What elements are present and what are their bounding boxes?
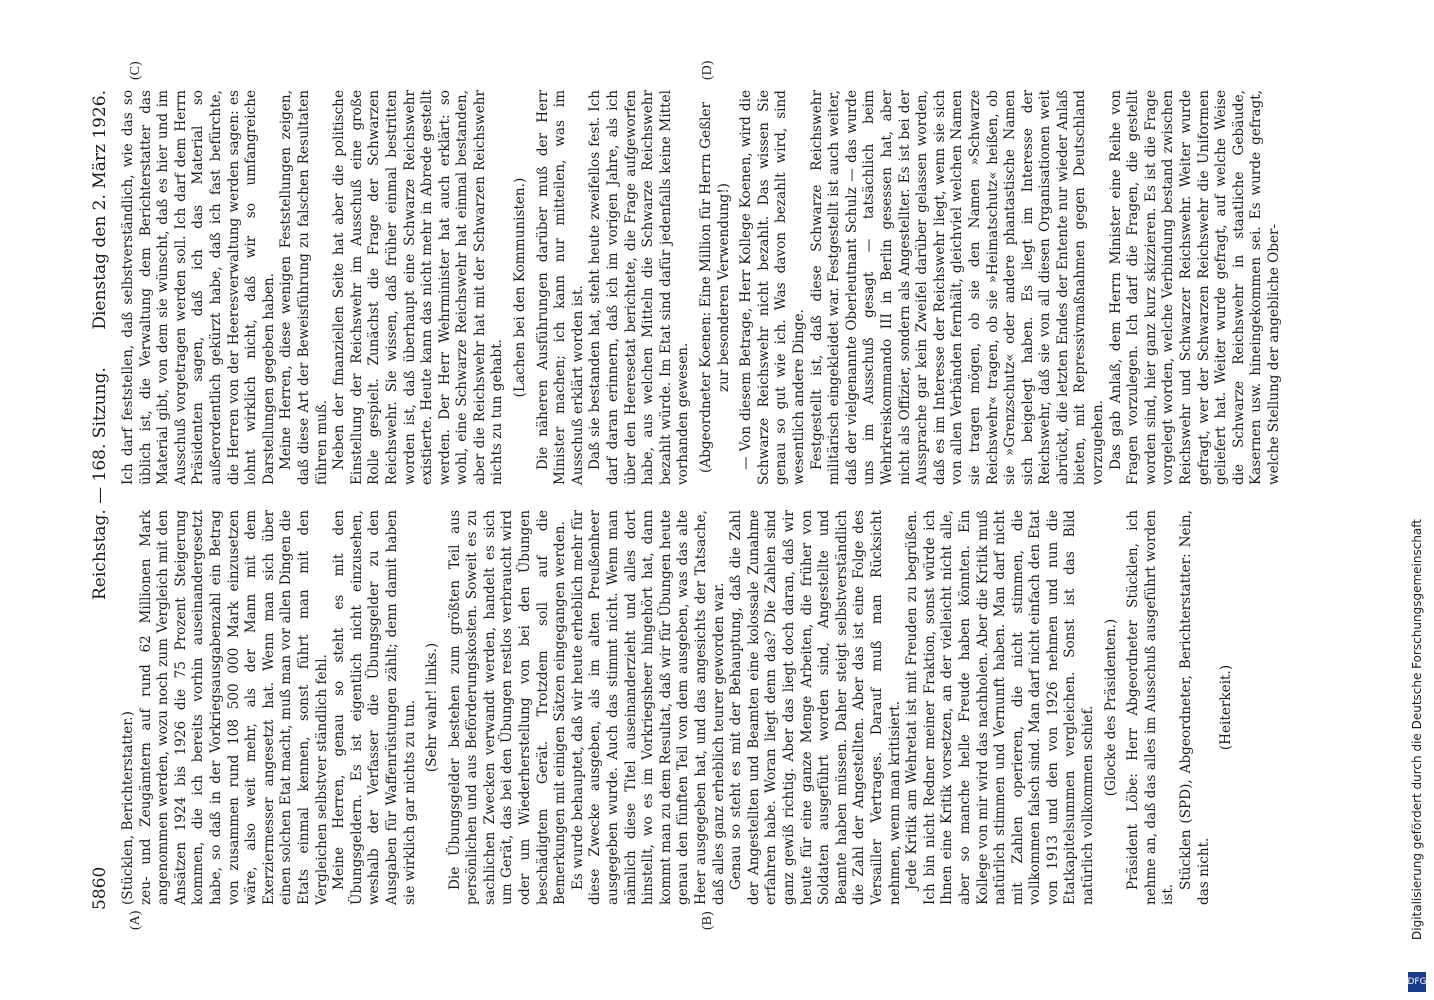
margin-letter-d: (D) <box>700 60 715 80</box>
right-column-paragraph: Das gab Anlaß, dem Herrn Minister eine Reihe von Fragen vorzulegen. Ich darf die Fragen, die gestellt worden sind, hier ganz kurz skizzieren. Es ist die Frage vorgelegt worden, welche Verbindung bestand zwischen Reichswehr und Schwarzer Reichswehr. Weiter wurde gefragt, wer der Schwarzen Reichswehr die Uniformen geliefert hat. Weiter wurde gefragt, auf welche Weise die Schwarze Reichswehr in staatliche Gebäude, Kasernen usw. hineingekommen sei. Es wurde gefragt, welche Stellung der angebliche Ober- <box>1107 90 1282 485</box>
right-column-paragraph: Festgestellt ist, daß diese Schwarze Reichswehr militärisch eingekleidet war. Festgestellt ist auch weiter, daß der vielgenannte Oberleutnant Schulz — das wurde uns im Ausschuß gesagt — tatsächlich beim Wehrkreiskommando III in Berlin gesessen hat, aber nicht als Offizier, sondern als Angestellter. Es ist bei der Aussprache gar kein Zweifel darüber gelassen worden, daß es im Interesse der Reichswehr liegt, wenn sie sich von allen Verbänden fernhält, gleichviel welchen Namen sie tragen mögen, ob sie den Namen »Schwarze Reichswehr« tragen, ob sie »Heimatschutz« heißen, ob sie »Grenzschutz« oder andere phantastische Namen sich beigelegt haben. Es liegt im Interesse der Reichswehr, daß sie von all diesen Organisationen weit abrückt, die letzten Endes der Entente nur wieder Anlaß bieten, mit Repressivmaßnahmen gegen Deutschland vorzugehen. <box>808 90 1107 485</box>
left-column-paragraph: (Sehr wahr! links.) <box>424 642 441 773</box>
left-column-paragraph: zeu- und Zeugämtern auf rund 62 Millionen Mark angenommen werden, wozu noch zum Vergleich mit den Ansätzen 1924 bis 1926 die 75 Prozent Steigerung kommen, die ich bereits vorhin auseinandergesetzt habe, so daß in der Vorkriegsausgabenzahl ein Betrag von zusammen rund 108 500 000 Mark einzusetzen wäre, also weit mehr, als der Mann mit dem Exerziermesser angesetzt hat. Wenn man sich über einen solchen Etat macht, muß man vor allen Dingen die Etats einmal kennen, sonst führt man mit den Vergleichen selbstver ständlich fehl. <box>137 510 330 905</box>
date-title: Dienstag den 2. März 1926. <box>90 90 110 330</box>
page-header <box>90 90 118 910</box>
margin-letter-b: (B) <box>700 911 715 930</box>
right-column-paragraph: (Lachen bei den Kommunisten.) <box>512 177 529 398</box>
right-column-paragraph: Meine Herren, diese wenigen Feststellungen zeigen, daß diese Art der Beweisführung zu falschen Resultaten führen muß. <box>278 90 330 485</box>
left-column <box>120 510 1241 905</box>
right-column-paragraph: Die näheren Ausführungen darüber muß der Herr Minister machen; ich kann nur mitteilen, was im Ausschuß erklärt worden ist. <box>534 90 586 485</box>
left-column-paragraph: Stücklen (SPD), Abgeordneter, Berichterstatter: Nein, das nicht. <box>1178 510 1212 905</box>
left-column-paragraph: Jede Kritik am Wehretat ist mit Freuden zu begrüßen. Ich bin nicht Redner meiner Fraktion, sonst würde ich Ihnen eine Kritik vorsetzen, an der vielleicht nicht alle, aber so manche helle Freude haben könnten. Ein Kollege von mir wird das nachholen. Aber die Kritik muß natürlich stimmen und Vernunft haben. Man darf nicht mit Zahlen operieren, die nicht stimmen, die vollkommen falsch sind. Man darf nicht einfach den Etat von 1913 und den von 1926 nehmen und nun die Etatkapitelsummen vergleichen. Sonst ist das Bild natürlich vollkommen schief. <box>904 510 1097 905</box>
session-title: Reichstag. — 168. Sitzung. <box>90 367 110 600</box>
left-column-paragraph: Genau so steht es mit der Behauptung, daß die Zahl der Angestellten und Beamten eine kolossale Zunahme erfahren habe. Woran liegt denn das? Die Zahlen sind ganz gewiß richtig. Aber das liegt doch daran, daß wir heute für eine ganze Menge Arbeiten, die früher von Soldaten ausgeführt worden sind, Angestellte und Beamte haben müssen. Daher steigt selbstverständlich die Zahl der Angestellten. Aber das ist eine Folge des Versailler Vertrages. Darauf muß man Rücksicht nehmen, wenn man kritisiert. <box>728 510 903 905</box>
page-number: 5860 <box>90 866 110 910</box>
right-column <box>120 90 1284 485</box>
right-column-paragraph: (Abgeordneter Koenen: Eine Million für Herrn Geßler zur besonderen Verwendung!) <box>698 102 732 473</box>
left-column-paragraph: (Heiterkeit.) <box>1218 664 1235 751</box>
right-column-paragraph: Neben der finanziellen Seite hat aber die politische Einstellung der Reichswehr im Ausschuß eine große Rolle gespielt. Zunächst die Frage der Schwarzen Reichswehr. Sie wissen, daß früher einmal bestritten worden ist, daß überhaupt eine Schwarze Reichswehr existierte. Heute kann das nicht mehr in Abrede gestellt werden. Der Herr Wehrminister hat auch erklärt: so wohl, eine Schwarze Reichswehr hat einmal bestanden, aber die Reichswehr hat mit der Schwarzen Reichswehr nichts zu tun gehabt. <box>331 90 506 485</box>
margin-letter-c: (C) <box>128 61 143 80</box>
margin-letter-a: (A) <box>128 910 143 930</box>
right-column-paragraph: Ich darf feststellen, daß selbstverständlich, wie das so üblich ist, die Verwaltung dem Berichterstatter das Material gibt, von dem sie wünscht, daß es hier und im Ausschuß vorgetragen werden soll. Ich darf dem Herrn Präsidenten sagen, daß ich das Material so außerordentlich gekürzt habe, daß ich fast befürchte, die Herren von der Heeresverwaltung werden sagen: es lohnt wirklich nicht, daß wir so umfangreiche Darstellungen gegeben haben. <box>120 90 277 485</box>
right-column-paragraph: — Von diesem Betrage, Herr Kollege Koenen, wird die Schwarze Reichswehr nicht bezahlt. Das wissen Sie genau so gut wie ich. Was davon bezahlt wird, sind wesentlich andere Dinge. <box>738 90 807 485</box>
left-column-paragraph: Die Übungsgelder bestehen zum größten Teil aus persönlichen und aus Beförderungskosten. Soweit es zu sachlichen Zwecken verwandt werden, handelt es sich um Gerät, das bei den Übungen restlos verbraucht wird oder um Wiederherstellung von bei den Übungen beschädigtem Gerät. Trotzdem soll auf die Bemerkungen mit einigen Sätzen eingegangen werden. <box>446 510 569 905</box>
left-column-paragraph: Meine Herren, genau so steht es mit den Übungsgeldern. Es ist eigentlich nicht einzusehen, weshalb der Verfasser die Übungsgelder zu den Ausgaben für Waffenrüstungen zählt; denn damit haben sie wirklich gar nichts zu tun. <box>331 510 418 905</box>
left-column-paragraph: Präsident Löbe: Herr Abgeordneter Stücklen, ich nehme an, daß das alles im Ausschuß ausgeführt worden ist. <box>1125 510 1177 905</box>
left-column-paragraph: (Stücklen, Berichterstatter.) <box>120 711 136 905</box>
dfg-credit: Digitalisierung gefördert durch die Deutsche Forschungsgemeinschaft <box>1410 518 1424 940</box>
right-column-paragraph: Daß sie bestanden hat, steht heute zweifellos fest. Ich darf daran erinnern, daß ich im vorigen Jahre, als ich über den Heeresetat berichtete, die Frage aufgeworfen habe, aus welchen Mitteln die Schwarze Reichswehr bezahlt würde. Im Etat sind dafür jedenfalls keine Mittel vorhanden gewesen. <box>587 90 692 485</box>
dfg-logo: DFG <box>1408 972 1426 992</box>
left-column-paragraph: Es wurde behauptet, daß wir heute erheblich mehr für diese Zwecke ausgeben, als im alten Preußenheer ausgegeben wurde. Auch das stimmt nicht. Wenn man nämlich diese Titel auseinanderzieht und alles dort hinstellt, wo es im Vorkriegsheer hingehört hat, dann kommt man zu dem Resultat, daß wir für Übungen heute genau den fünften Teil von dem ausgeben, was das alte Heer ausgegeben hat, und das angesichts der Tatsache, daß alles ganz erheblich teurer geworden war. <box>569 510 727 905</box>
left-column-paragraph: (Glocke des Präsidenten.) <box>1102 618 1119 797</box>
